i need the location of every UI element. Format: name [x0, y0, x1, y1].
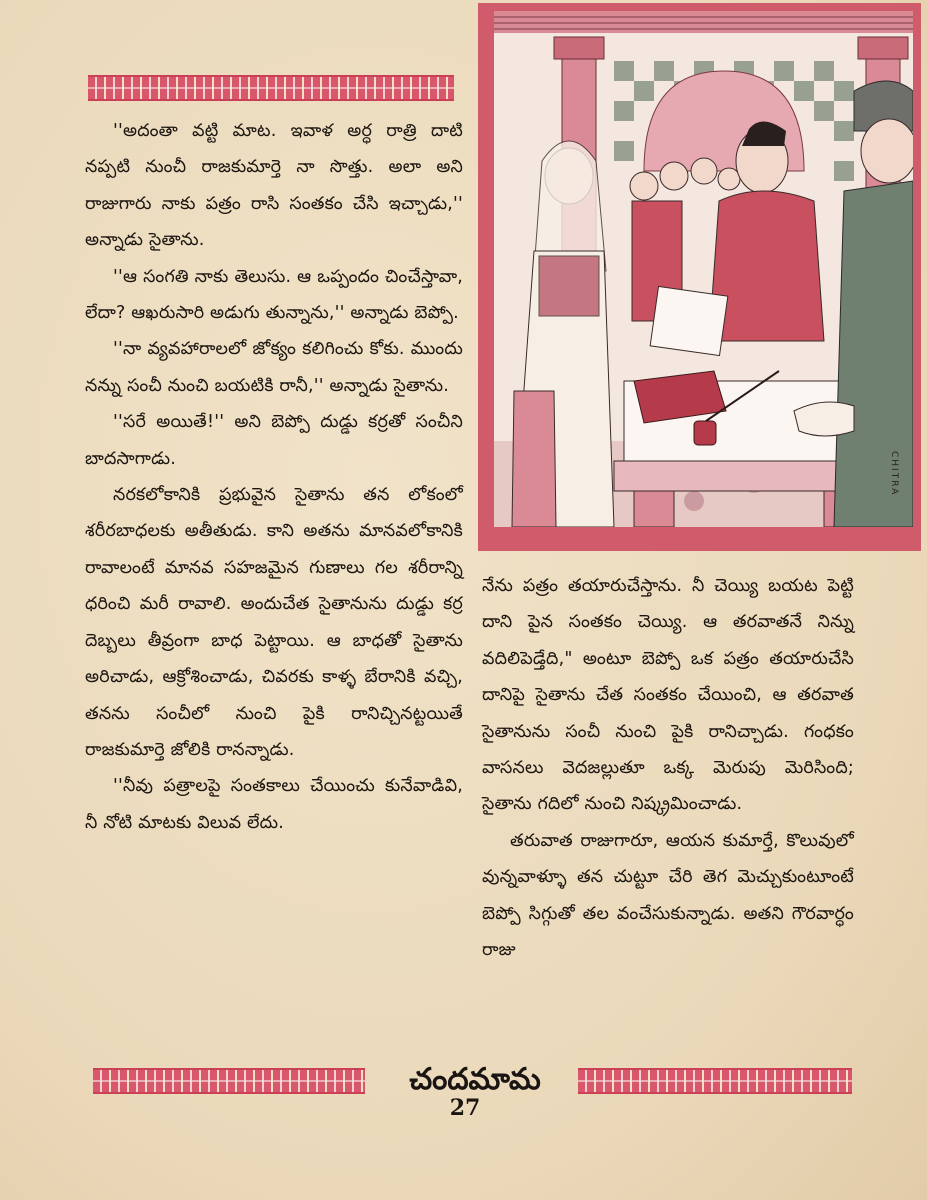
right-text-column — [482, 568, 854, 968]
magazine-title: చందమామ — [409, 1062, 541, 1097]
court-scene-drawing — [494, 11, 913, 527]
paragraph: తరువాత రాజుగారూ, ఆయన కుమార్తే, కొలువులో వున్నవాళ్ళూ తన చుట్టూ చేరి తెగ మెచ్చుకుంటూంటే బెప్పో సిగ్గుతో తల వంచేసుకున్నాడు. అతని గౌరవార్ధం రాజు — [482, 830, 854, 961]
paragraph: నరకలోకానికి ప్రభువైన సైతాను తన లోకంలో శరీరబాధలకు అతీతుడు. కాని అతను మానవలోకానికి రావాలంటే మానవ సహజమైన గుణాలు గల శరీరాన్ని ధరించి మరీ రావాలి. అందుచేత సైతానును దుడ్డు కర్ర దెబ్బలు తీవ్రంగా బాధ పెట్టాయి. ఆ బాధతో సైతాను అరిచాడు, ఆక్రోశించాడు, చివరకు కాళ్ళ బేరానికి వచ్చి, తనను సంచీలో నుంచి పైకి రానిచ్చినట్టయితే రాజకుమార్తె జోలికి రానన్నాడు. — [85, 485, 463, 760]
story-illustration — [478, 3, 921, 551]
paragraph: ''అదంతా వట్టి మాట. ఇవాళ అర్ధ రాత్రి దాటి నప్పటి నుంచీ రాజకుమార్తె నా సొత్తు. అలా అని రాజుగారు నాకు పత్రం రాసి సంతకం చేసి ఇచ్చాడు,'' అన్నాడు సైతాను. — [85, 121, 463, 251]
paragraph: ''సరే అయితే!'' అని బెప్పో దుడ్డు కర్రతో సంచీని బాదసాగాడు. — [85, 412, 463, 469]
page-number: 27 — [449, 1095, 481, 1121]
paragraph: నేను పత్రం తయారుచేస్తాను. నీ చెయ్యి బయట పెట్టి దాని పైన సంతకం చెయ్యి. ఆ తరవాతనే నిన్ను వదిలిపెడ్తేది," అంటూ బెప్పో ఒక పత్రం తయారుచేసి దానిపై సైతాను చేత సంతకం చేయించి, ఆ తరవాత సైతానును సంచీ నుంచి పైకి రానిచ్చాడు. గంధకం వాసనలు వెదజల్లుతూ ఒక్క మెరుపు మెరిసింది; సైతాను గదిలో నుంచి నిష్క్రమించాడు. — [482, 576, 854, 815]
footer-left-decorative-border — [93, 1068, 365, 1094]
paragraph: ''ఆ సంగతి నాకు తెలుసు. ఆ ఒప్పందం చించేస్తావా, లేదా? ఆఖరుసారి అడుగు తున్నాను,'' అన్నాడు బెప్పో. — [85, 266, 463, 324]
left-text-column — [85, 113, 463, 841]
paragraph: ''నా వ్యవహారాలలో జోక్యం కలిగించు కోకు. ముందు నన్ను సంచీ నుంచి బయటికి రానీ,'' అన్నాడు సైతాను. — [85, 339, 463, 396]
paragraph: ''నీవు పత్రాలపై సంతకాలు చేయించు కునేవాడివి, నీ నోటి మాటకు విలువ లేదు. — [85, 776, 463, 833]
artist-signature: CHITRA — [889, 451, 899, 497]
illustration-scene — [494, 11, 913, 527]
footer-right-decorative-border — [578, 1068, 852, 1094]
top-decorative-border — [88, 75, 454, 101]
